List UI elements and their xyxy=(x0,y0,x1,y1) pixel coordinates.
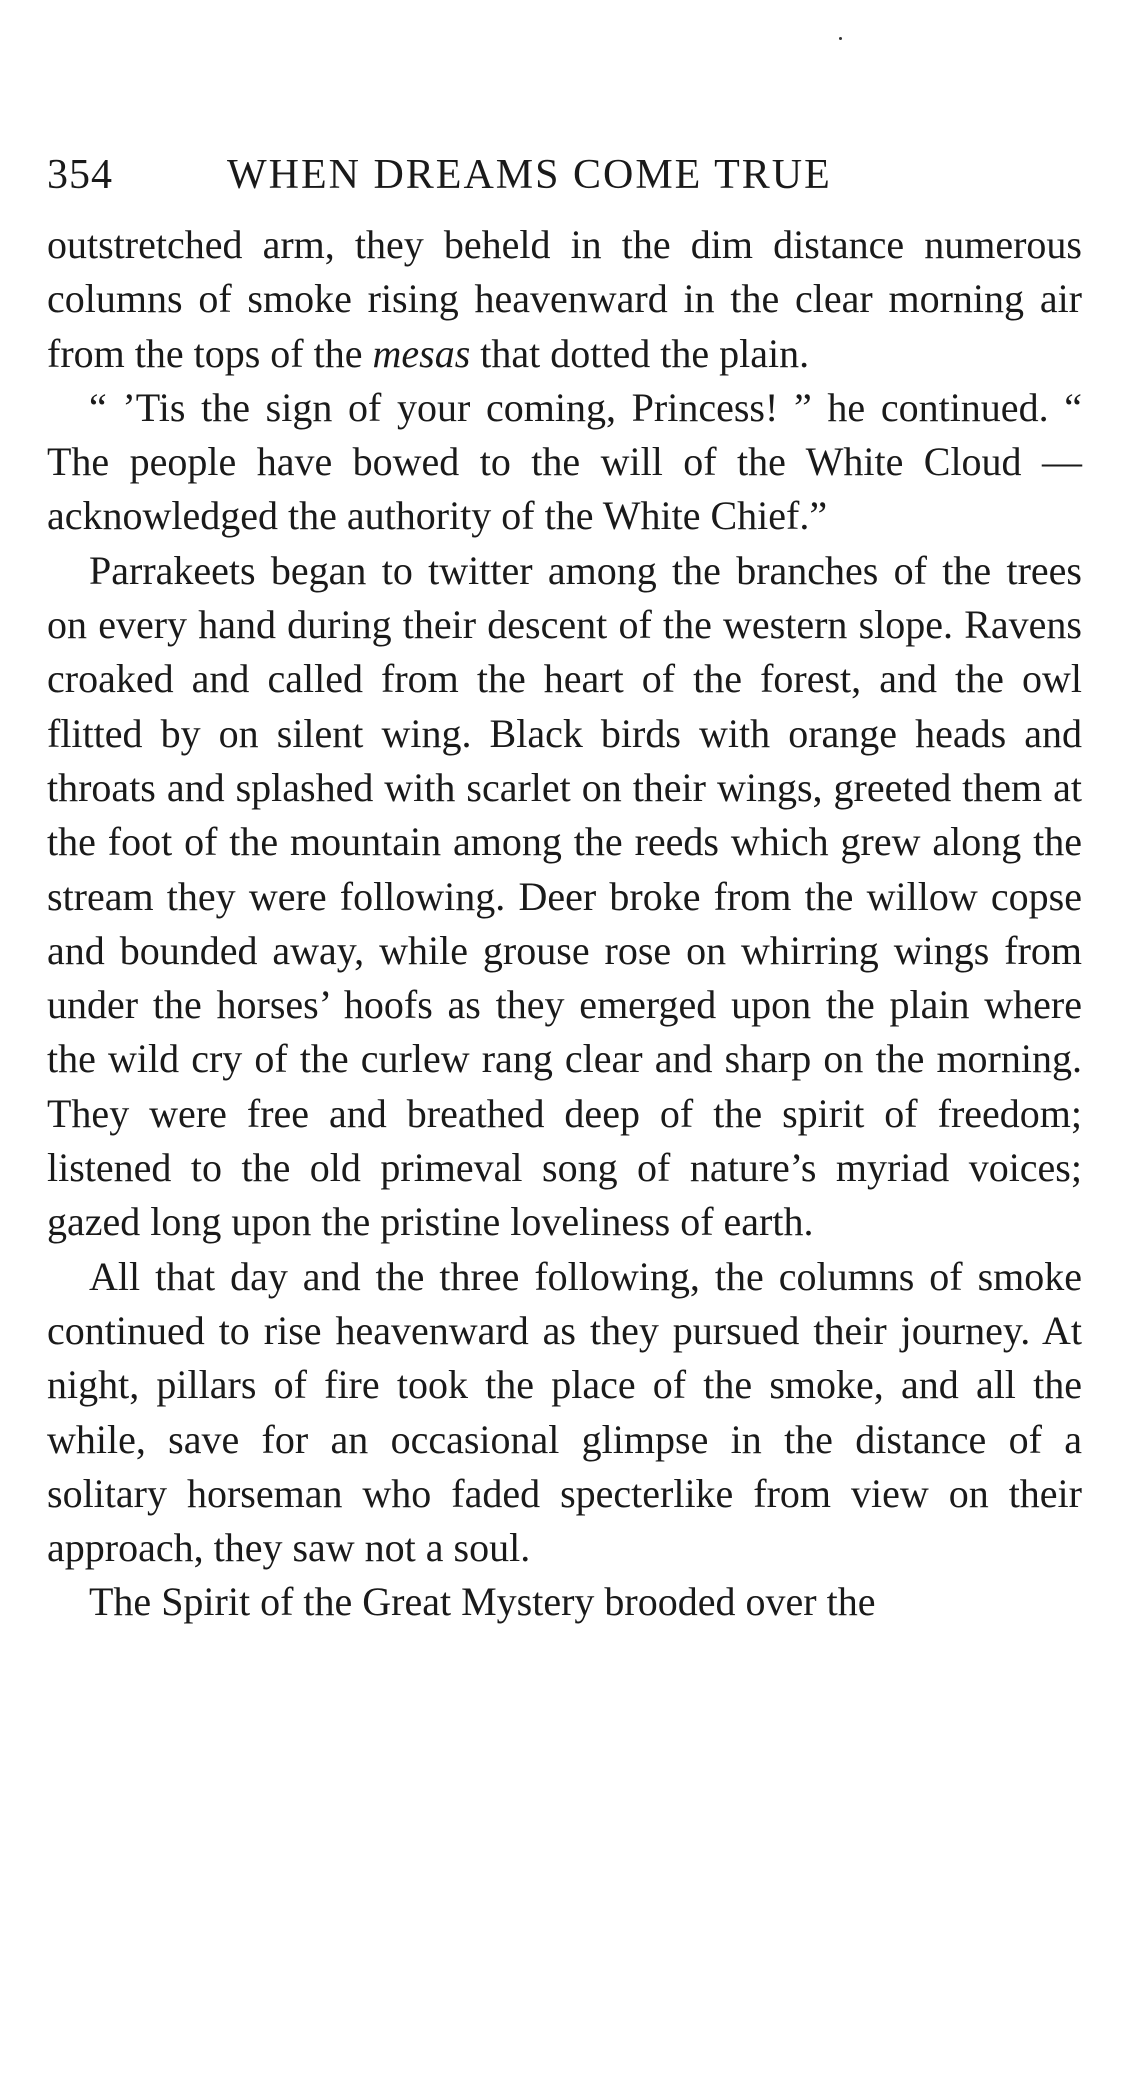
running-head xyxy=(47,150,1082,200)
italic-word: mesas xyxy=(372,330,471,376)
paragraph: Parrakeets began to twitter among the branches of the trees on every hand during their descent of the western slope. Ravens croaked and called from the heart of the forest, and the owl flitted by on silent wing. Black birds with orange heads and throats and splashed with scarlet on their wings, greeted them at the foot of the mountain among the reeds which grew along the stream they were following. Deer broke from the willow copse and bounded away, while grouse rose on whirring wings from under the horses’ hoofs as they emerged upon the plain where the wild cry of the curlew rang clear and sharp on the morning. They were free and breathed deep of the spirit of freedom; listened to the old primeval song of nature’s myriad voices; gazed long upon the pristine loveliness of earth. xyxy=(47,547,1082,1245)
book-title: WHEN DREAMS COME TRUE xyxy=(227,152,832,198)
paragraph-text: outstretched arm, they beheld in the dim distance numerous columns of smoke rising heavenward in the clear morning air from the tops of the xyxy=(47,222,1082,376)
page-number: 354 xyxy=(47,152,113,198)
paragraph: “ ’Tis the sign of your coming, Princess! ” he continued. “ The people have bowed to the will of the White Cloud — acknowledged the authority of the White Chief.” xyxy=(47,384,1082,539)
paragraph-continued xyxy=(47,218,1082,381)
paragraph: All that day and the three following, the columns of smoke continued to rise heavenward as they pursued their journey. At night, pillars of fire took the place of the smoke, and all the while, save for an occasional glimpse in the distance of a solitary horseman who faded specterlike from view on their approach, they saw not a soul. xyxy=(47,1253,1082,1571)
paragraph-text: that dotted the plain. xyxy=(470,330,810,376)
ink-speck xyxy=(839,37,842,40)
body-text xyxy=(47,218,1082,1630)
book-page xyxy=(47,150,1082,1630)
paragraph: The Spirit of the Great Mystery brooded over the xyxy=(89,1579,876,1625)
